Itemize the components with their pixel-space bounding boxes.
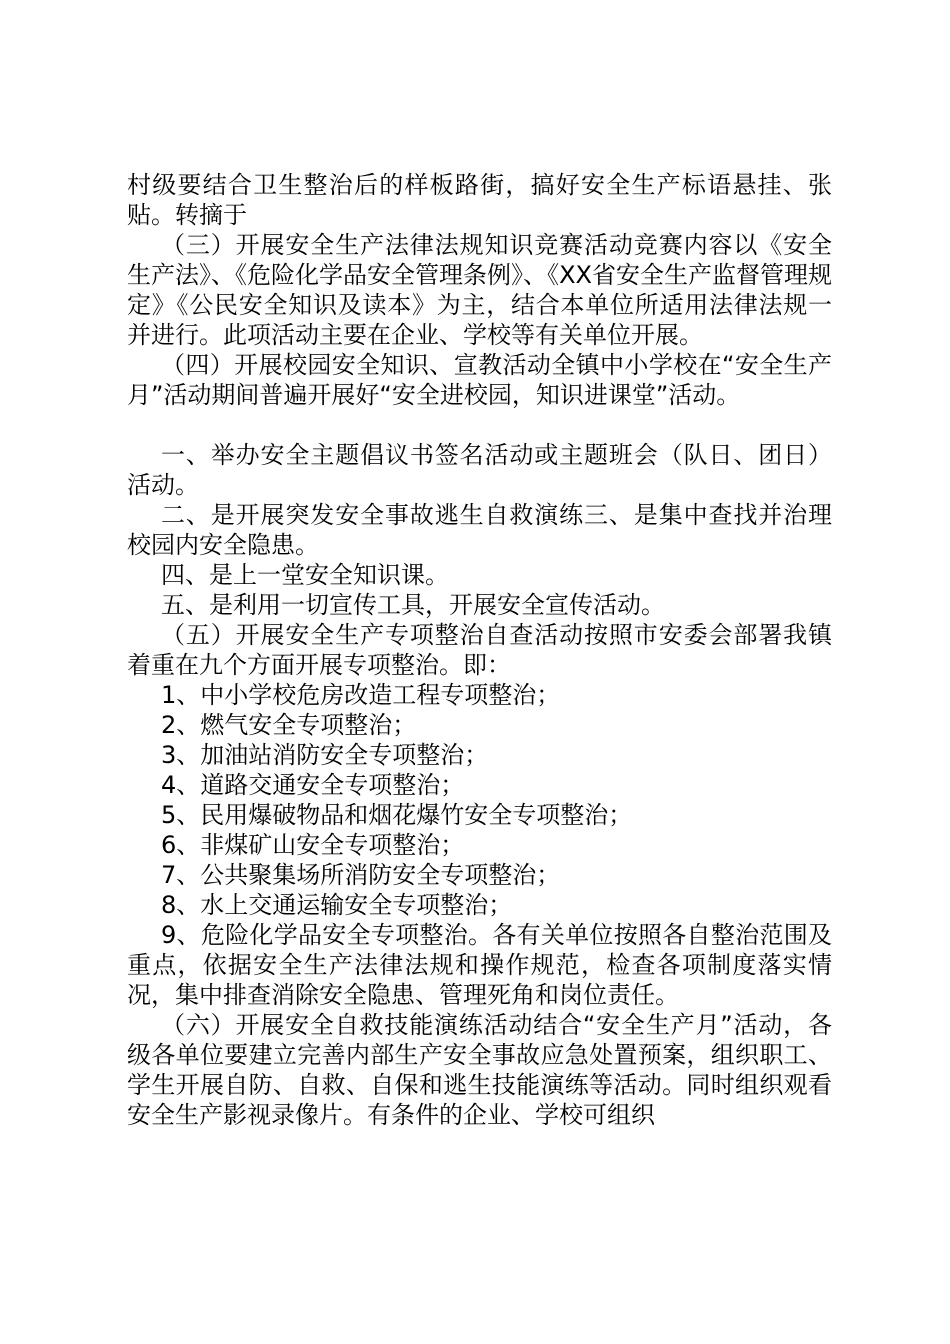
blank-line: [127, 410, 832, 440]
list-item: 5、民用爆破物品和烟花爆竹安全专项整治；: [161, 801, 633, 829]
list-item: 4、道路交通安全专项整治；: [161, 771, 465, 799]
list-item: 3、加油站消防安全专项整治；: [161, 741, 489, 769]
paragraph: （六）开展安全自救技能演练活动结合“安全生产月”活动，各级各单位要建立完善内部生产安全事故应急处置预案，组织职工、学生开展自防、自救、自保和逃生技能演练等活动。同时组织观看安全生产影视录像片。有条件的企业、学校可组织: [127, 1011, 832, 1129]
paragraph: 五、是利用一切宣传工具，开展安全宣传活动。: [161, 591, 665, 619]
list-item: 2、燃气安全专项整治；: [161, 711, 417, 739]
list-item: 9、危险化学品安全专项整治。各有关单位按照各自整治范围及重点，依据安全生产法律法规和操作规范，检查各项制度落实情况，集中排查消除安全隐患、管理死角和岗位责任。: [127, 921, 832, 1009]
paragraph: 村级要结合卫生整治后的样板路街，搞好安全生产标语悬挂、张贴。转摘于: [127, 171, 832, 229]
list-item: 8、水上交通运输安全专项整治；: [161, 891, 513, 919]
paragraph: 一、举办安全主题倡议书签名活动或主题班会（队日、团日）活动。: [127, 441, 832, 499]
document-page: [127, 170, 832, 1130]
paragraph: （五）开展安全生产专项整治自查活动按照市安委会部署我镇着重在九个方面开展专项整治。即：: [127, 621, 832, 679]
list-item: 6、非煤矿山安全专项整治；: [161, 831, 465, 859]
paragraph: （三）开展安全生产法律法规知识竞赛活动竞赛内容以《安全生产法》、《危险化学品安全管理条例》、《XX省安全生产监督管理规定》《公民安全知识及读本》为主，结合本单位所适用法律法规一并进行。此项活动主要在企业、学校等有关单位开展。: [127, 231, 832, 349]
paragraph: （四）开展校园安全知识、宣教活动全镇中小学校在“安全生产月”活动期间普遍开展好“安全进校园，知识进课堂”活动。: [127, 351, 832, 409]
list-item: 1、中小学校危房改造工程专项整治；: [161, 681, 561, 709]
paragraph: 二、是开展突发安全事故逃生自救演练三、是集中查找并治理校园内安全隐患。: [127, 501, 832, 559]
paragraph: 四、是上一堂安全知识课。: [161, 561, 449, 589]
list-item: 7、公共聚集场所消防安全专项整治；: [161, 861, 561, 889]
